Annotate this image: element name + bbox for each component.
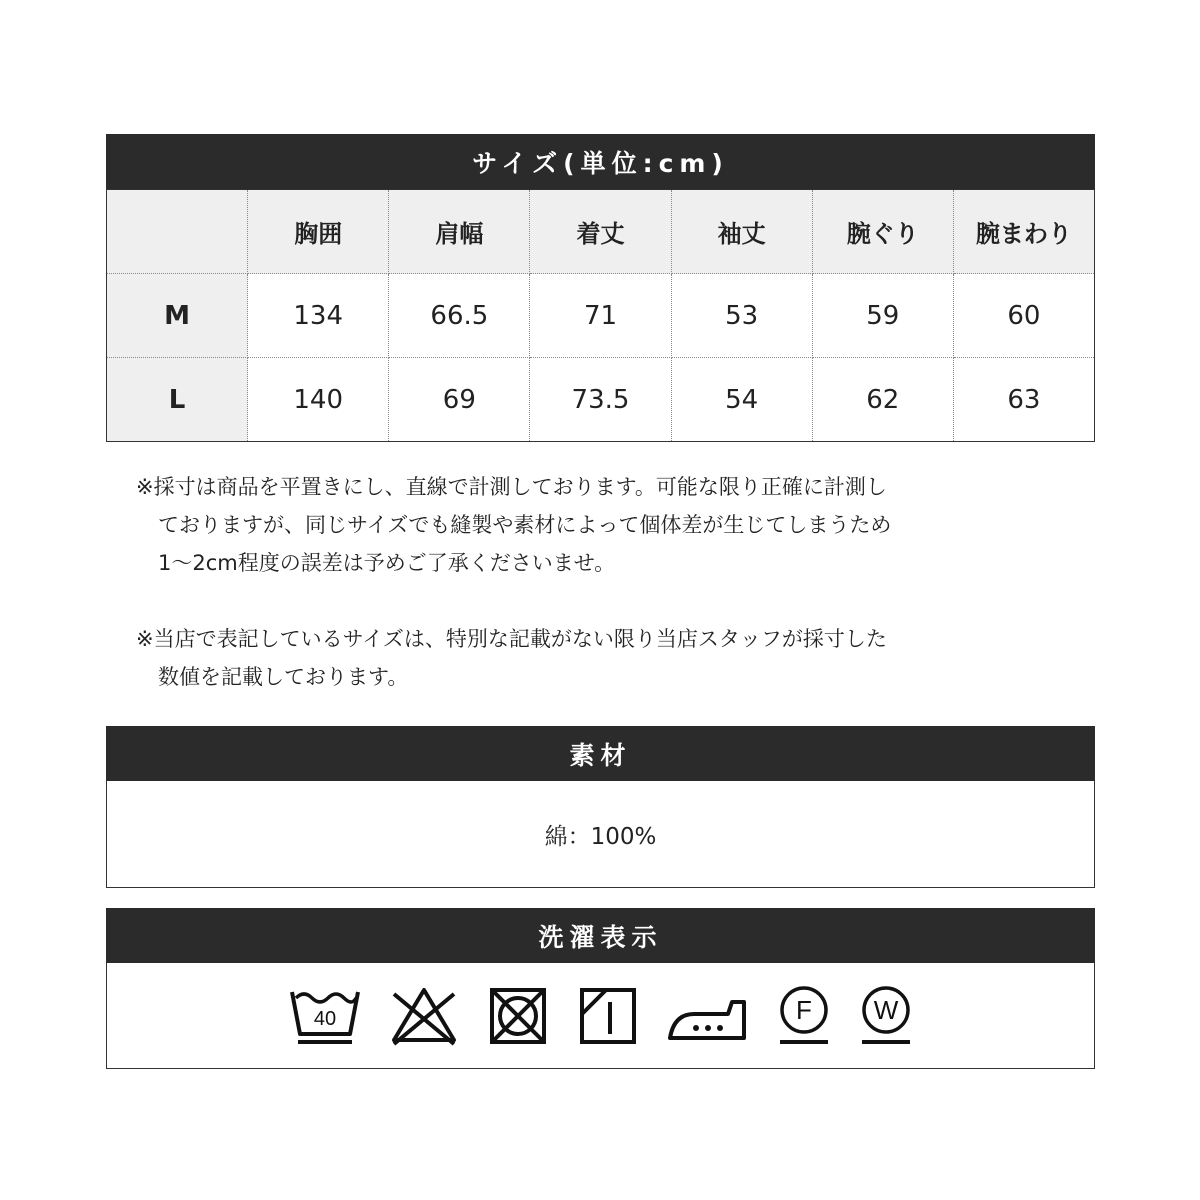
measurement-note [136, 468, 1036, 582]
size-table [106, 189, 1095, 442]
size-value: 73.5 [530, 358, 671, 442]
size-value: 134 [248, 274, 389, 358]
size-value: 53 [671, 274, 812, 358]
size-label: L [107, 358, 248, 442]
wet-clean-letter: W [873, 994, 898, 1025]
size-value: 60 [953, 274, 1094, 358]
size-value: 71 [530, 274, 671, 358]
size-value: 54 [671, 358, 812, 442]
material-section-title: 素材 [106, 726, 1095, 781]
wash-40-gentle-icon [288, 984, 362, 1048]
header-shoulder: 肩幅 [389, 190, 530, 274]
care-section-title: 洗濯表示 [106, 908, 1095, 963]
dry-clean-letter: F [795, 994, 812, 1025]
header-sleeve: 袖丈 [671, 190, 812, 274]
header-chest: 胸囲 [248, 190, 389, 274]
no-bleach-icon [388, 984, 460, 1048]
wash-temperature-label: 40 [313, 1007, 336, 1030]
size-value: 69 [389, 358, 530, 442]
note-line: ※当店で表記しているサイズは、特別な記載がない限り当店スタッフが採寸した [136, 627, 887, 651]
material-value: 綿：100% [544, 823, 657, 850]
size-value: 59 [812, 274, 953, 358]
note-line: 1〜2cm程度の誤差は予めご了承くださいませ。 [158, 551, 616, 575]
size-value: 62 [812, 358, 953, 442]
note-line: ておりますが、同じサイズでも縫製や素材によって個体差が生じてしまうため [158, 513, 892, 537]
note-line: ※採寸は商品を平置きにし、直線で計測しております。可能な限り正確に計測し [136, 475, 887, 499]
wet-clean-w-gentle-icon [858, 984, 914, 1048]
size-table-corner-cell [107, 190, 248, 274]
size-value: 140 [248, 358, 389, 442]
iron-low-icon [666, 984, 750, 1048]
size-table-header-row [107, 190, 1095, 274]
header-armhole: 腕ぐり [812, 190, 953, 274]
no-tumble-dry-icon [486, 984, 550, 1048]
line-dry-shade-icon [576, 984, 640, 1048]
material-box [106, 781, 1095, 888]
size-row-m [107, 274, 1095, 358]
size-label: M [107, 274, 248, 358]
size-value: 66.5 [389, 274, 530, 358]
header-arm-circumference: 腕まわり [953, 190, 1094, 274]
size-value: 63 [953, 358, 1094, 442]
size-row-l [107, 358, 1095, 442]
care-icons-row [107, 963, 1094, 1068]
header-length: 着丈 [530, 190, 671, 274]
size-section-title: サイズ(単位:cm) [106, 134, 1095, 189]
note-line: 数値を記載しております。 [158, 665, 409, 689]
care-icons-box [106, 963, 1095, 1069]
dry-clean-f-gentle-icon [776, 984, 832, 1048]
size-source-note [136, 620, 1036, 696]
